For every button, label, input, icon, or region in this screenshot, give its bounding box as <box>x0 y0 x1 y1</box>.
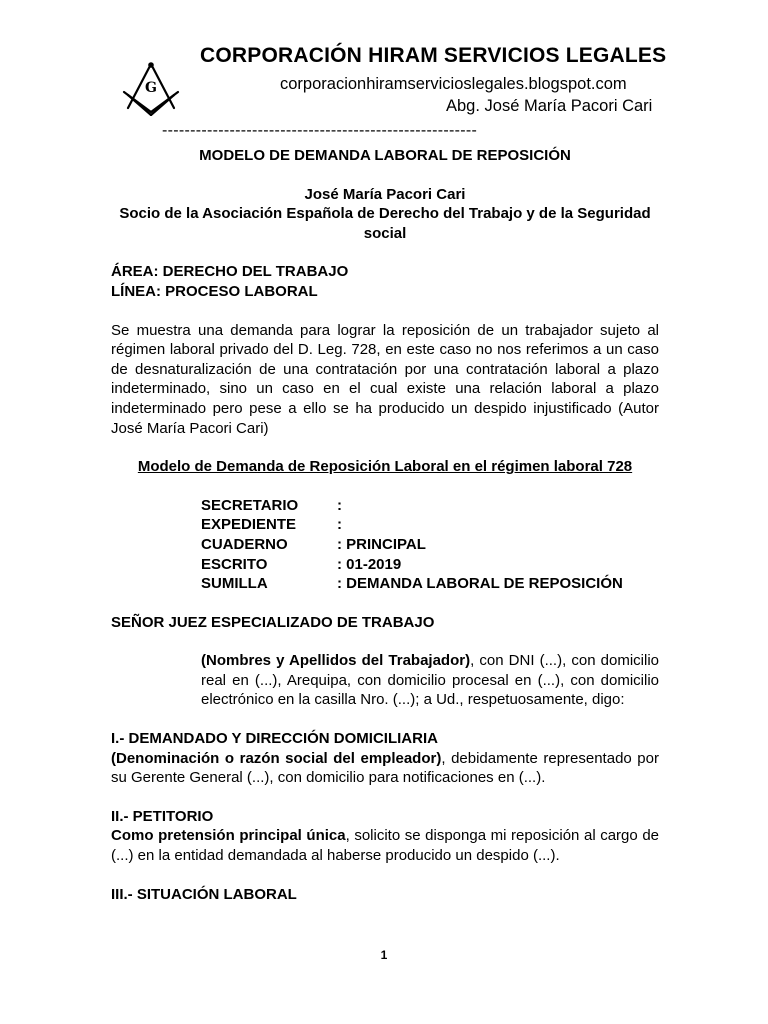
line-label: LÍNEA: PROCESO LABORAL <box>111 282 318 300</box>
page-number: 1 <box>380 948 388 962</box>
area-label: ÁREA: DERECHO DEL TRABAJO <box>111 263 349 281</box>
meta-value: : 01-2019 <box>337 555 402 573</box>
worker-name-placeholder: (Nombres y Apellidos del Trabajador) <box>201 652 471 670</box>
employer-details: , debidamente representado por su Gerente General (...), con domicilio para notificaciones en (...). <box>111 749 659 787</box>
meta-key: EXPEDIENTE <box>201 516 297 534</box>
model-heading: Modelo de Demanda de Reposición Laboral en el régimen laboral 728 <box>137 458 633 476</box>
square-and-compass-icon <box>116 60 186 116</box>
meta-value: : DEMANDA LABORAL DE REPOSICIÓN <box>337 575 623 593</box>
meta-value: : <box>337 516 342 534</box>
header-separator: -------------------------------------------------------- <box>162 122 478 139</box>
meta-key: CUADERNO <box>201 535 288 553</box>
document-body <box>111 146 659 904</box>
document-title: MODELO DE DEMANDA LABORAL DE REPOSICIÓN <box>199 147 571 164</box>
author-affiliation: Socio de la Asociación Española de Derecho del Trabajo y de la Seguridad social <box>119 205 651 242</box>
section-3-heading: III.- SITUACIÓN LABORAL <box>111 885 297 903</box>
section-1-heading: I.- DEMANDADO Y DIRECCIÓN DOMICILIARIA <box>111 730 438 748</box>
section-2-heading: II.- PETITORIO <box>111 807 214 825</box>
author-name: José María Pacori Cari <box>304 185 466 203</box>
meta-value: : <box>337 496 342 514</box>
meta-row <box>201 496 623 516</box>
meta-row <box>201 515 623 535</box>
case-metadata-table <box>201 496 623 594</box>
section-2-paragraph <box>111 826 659 865</box>
claim-label: Como pretensión principal única <box>111 827 346 845</box>
employer-placeholder: (Denominación o razón social del empleador) <box>111 749 442 767</box>
meta-key: SUMILLA <box>201 575 268 593</box>
meta-row <box>201 574 623 594</box>
blog-url: corporacionhiramservicioslegales.blogspot.com <box>280 75 627 93</box>
meta-row <box>201 555 623 575</box>
meta-key: SECRETARIO <box>201 496 299 514</box>
meta-value: : PRINCIPAL <box>337 535 426 553</box>
worker-details: , con DNI (...), con domicilio real en (...), Arequipa, con domicilio procesal en (...), con domicilio electrónico en la casilla Nro. (...); a Ud., respetuosamente, digo: <box>201 652 659 709</box>
claim-details: , solicito se disponga mi reposición al cargo de (...) en la entidad demandada al haberse producido un despido (...). <box>111 827 659 865</box>
svg-text:G: G <box>145 80 157 96</box>
intro-paragraph: Se muestra una demanda para lograr la reposición de un trabajador sujeto al régimen laboral privado del D. Leg. 728, en este caso no nos referimos a un caso de desnaturalización de una contratación por una contratación laboral a plazo indeterminado, sino un caso en el cual existe una relación laboral a plazo indeterminado pero pese a ello se ha producido un despido injustificado (Autor José María Pacori Cari) <box>111 321 659 437</box>
company-name: CORPORACIÓN HIRAM SERVICIOS LEGALES <box>200 44 667 67</box>
attorney-name: Abg. José María Pacori Cari <box>446 97 653 115</box>
meta-row <box>201 535 623 555</box>
section-1-paragraph <box>111 749 659 788</box>
judge-salutation: SEÑOR JUEZ ESPECIALIZADO DE TRABAJO <box>111 613 435 631</box>
letterhead <box>0 0 768 140</box>
meta-key: ESCRITO <box>201 555 268 573</box>
worker-paragraph <box>111 651 659 710</box>
